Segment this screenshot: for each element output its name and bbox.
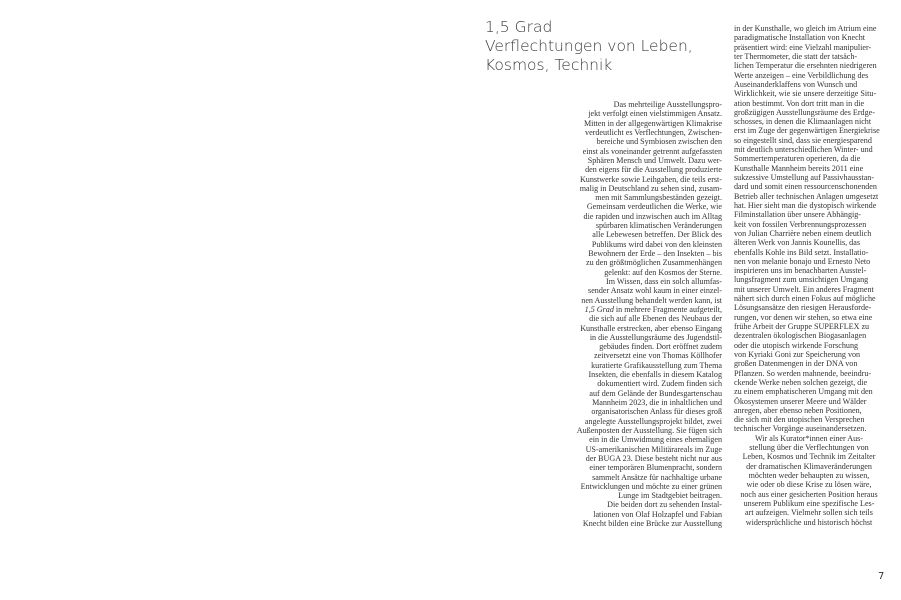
text-line: ckende Werke neben solchen gezeigt, die	[734, 377, 868, 387]
text-line: Mitten in der allgegenwärtigen Klimakrise	[583, 118, 722, 128]
text-line: organisatorischen Anlass für dieses groß	[591, 407, 722, 417]
text-line: lichen Temperatur die ersehnten niedrigeren	[734, 61, 877, 71]
title-line: Kosmos, Technik	[485, 56, 613, 74]
text-line: keit von fossilen Verbrennungsprozessen	[734, 219, 867, 229]
text-line: zu einem emphatischeren Umgang mit den	[734, 387, 873, 397]
page-number: 7	[878, 571, 885, 582]
text-line: in der Kunsthalle, wo gleich im Atrium eine	[734, 24, 877, 33]
text-line: nen Ausstellung behandelt werden kann, ist	[581, 295, 722, 305]
text-line: Lunge im Stadtgebiet beitragen.	[618, 491, 722, 501]
text-line: Knecht bilden eine Brücke zur Ausstellung	[582, 519, 722, 529]
text-line: malig in Deutschland zu sehen sind, zusam-	[579, 183, 722, 193]
text-line: verdeutlicht es Verflechtungen, Zwischen-	[585, 127, 722, 137]
text-line: Kunstwerke sowie Leihgaben, die teils erst-	[579, 174, 722, 184]
text-line: nähert sich durch einen Fokus auf mögliche	[734, 294, 876, 304]
text-line: paradigmatische Installation von Knecht	[734, 33, 866, 43]
text-line: sender Ansatz wohl kaum in einer einzel-	[588, 286, 722, 296]
text-line: Die beiden dort zu sehenden Instal-	[607, 500, 722, 510]
text-line: Im Wissen, dass ein solch allumfas-	[606, 276, 722, 286]
text-line: lungsfragment zum umsichtigen Umgang	[734, 275, 869, 285]
text-line: zu den größtmöglichen Zusammenhängen	[586, 258, 722, 268]
text-line: lationen von Olaf Holzapfel und Fabian	[593, 509, 722, 519]
text-line: der BUGA 23. Diese besteht nicht nur aus	[585, 453, 722, 463]
text-line: ation bestimmt. Von dort tritt man in die	[734, 98, 865, 108]
text-line: auf dem Gelände der Bundesgartenschau	[589, 388, 722, 398]
text-line: dezentralen ökologischen Biogasanlagen	[734, 331, 867, 341]
text-line: Bewohnern der Erde – den Insekten – bis	[588, 249, 722, 258]
text-line: alle Lebewesen betreffen. Der Blick des	[592, 230, 722, 240]
text-line: gebäudes finden. Dort eröffnet zudem	[599, 342, 722, 352]
text-line: jekt verfolgt einen vielstimmigen Ansatz.	[588, 109, 722, 119]
text-line: gelenkt: auf den Kosmos der Sterne.	[604, 267, 722, 277]
text-line: widersprüchliche und historisch höchst	[745, 517, 873, 527]
text-line: Werte anzeigen – eine Verbildlichung des	[734, 70, 869, 80]
text-line: Betrieb aller technischen Anlagen umgesetzt	[734, 191, 879, 201]
text-line: Das mehrteilige Ausstellungspro-	[613, 100, 722, 109]
text-line: hat. Hier sieht man die dystopisch wirkende	[734, 200, 877, 210]
text-line: Kunsthalle erstrecken, aber ebenso Eingang	[580, 323, 722, 333]
text-line: großen Datenmengen in der DNA von	[734, 359, 858, 369]
text-line: einst als voneinander getrennt aufgefassten	[582, 146, 722, 156]
text-line: kuratierte Grafikausstellung zum Thema	[591, 360, 722, 370]
text-line: Gemeinsam verdeutlichen die Werke, wie	[586, 202, 722, 212]
text-line: erst im Zuge der gegenwärtigen Energiekrise	[734, 126, 880, 136]
text-line: inspirieren uns im benachbarten Ausstel-	[734, 266, 867, 276]
text-line: sammelt Ansätze für nachhaltige urbane	[592, 472, 722, 482]
text-line: unserem Publikum eine spezifische Les-	[743, 498, 875, 508]
text-line: zeitversetzt eine von Thomas Köllhofer	[594, 351, 722, 361]
text-line: Lösungsansätze den riesigen Herausforde-	[734, 303, 872, 313]
text-line: dard und somit einen ressourcenschonenden	[734, 182, 877, 192]
text-line: möchten weder behaupten zu wissen,	[748, 471, 870, 480]
text-line: der dramatischen Klimaveränderungen	[746, 461, 872, 471]
text-line: schosses, in denen die Klimaanlagen nicht	[734, 117, 872, 127]
title-line: 1,5 Grad	[485, 18, 553, 36]
text-line: stellung über die Verflechtungen von	[749, 443, 869, 453]
text-line: rungen, vor denen wir stehen, so etwa eine	[734, 312, 873, 322]
text-line: technischer Vorgänge auseinandersetzen.	[734, 424, 867, 434]
text-line: Entwicklungen und möchte zu einer grünen	[580, 481, 722, 491]
text-line: großzügigen Ausstellungsräume des Erdge-	[734, 107, 875, 117]
title-line: Verflechtungen von Leben,	[485, 37, 693, 55]
text-line: anregen, aber ebenso neben Positionen,	[734, 405, 862, 415]
text-line: art aufzeigen. Vielmehr sollen sich teils	[745, 508, 873, 518]
text-line: Insekten, die ebenfalls in diesem Katalog	[588, 370, 722, 380]
text-line: Publikums wird dabei von den kleinsten	[591, 239, 722, 249]
text-line: die rapiden und inzwischen auch im Alltag	[583, 211, 722, 221]
text-line: ein in die Umwidmung eines ehemaligen	[589, 435, 722, 445]
text-line: Leben, Kosmos und Technik im Zeitalter	[742, 452, 876, 462]
text-line: men mit Sammlungsbeständen gezeigt.	[595, 193, 722, 203]
text-line: dokumentiert wird. Zudem finden sich	[597, 379, 722, 389]
text-line: Sommertemperaturen operieren, da die	[734, 154, 861, 164]
text-line: angelegte Ausstellungsprojekt bildet, zwei	[584, 416, 722, 426]
text-line: sukzessive Umstellung auf Passivhausstan-	[734, 173, 875, 182]
text-line: mit unserer Umwelt. Ein anderes Fragment	[734, 284, 874, 294]
text-line: präsentiert wird: eine Vielzahl manipulier-	[734, 42, 872, 52]
text-line: die sich mit den utopischen Versprechen	[734, 415, 865, 425]
text-line: mit deutlich unterschiedlichen Winter- und	[734, 145, 873, 155]
text-line: bereiche und Symbiosen zwischen den	[596, 137, 722, 147]
text-line: oder die utopisch wirkende Forschung	[734, 340, 859, 350]
text-line: ter Thermometer, die statt der tatsäch-	[734, 51, 858, 61]
text-line: die sich auf alle Ebenen des Neubaus der	[589, 314, 722, 324]
text-line: US-amerikanischen Militärareals im Zuge	[585, 444, 722, 454]
text-line: nen von melanie bonajo und Ernesto Neto	[734, 256, 871, 266]
text-line: wie oder ob diese Krise zu lösen wäre,	[746, 480, 872, 490]
text-line: 1,5 Grad in mehrere Fragmente aufgeteilt,	[584, 304, 722, 314]
body-column-right	[734, 24, 884, 527]
text-line: Auseinanderklaffens von Wunsch und	[734, 79, 858, 89]
text-line: in die Ausstellungsräume des Jugendstil-	[589, 332, 722, 342]
text-line: spürbaren klimatischen Veränderungen	[595, 221, 722, 231]
text-line: einer temporären Blumenpracht, sondern	[589, 463, 722, 473]
text-line: von Julian Charrière neben einem deutlich	[734, 228, 872, 238]
text-line: von Kyriaki Goni zur Speicherung von	[734, 349, 861, 359]
text-line: Wirklichkeit, wie sie unsere derzeitige Situ-	[734, 89, 877, 99]
text-line: frühe Arbeit der Gruppe SUPERFLEX zu	[734, 322, 870, 331]
text-line: Pflanzen. So werden mahnende, beeindru-	[734, 368, 872, 378]
text-line: Mannheim 2023, die in inhaltlichen und	[592, 398, 722, 407]
page-title	[485, 18, 725, 75]
body-column-left	[566, 100, 722, 528]
text-line: so eingestellt sind, dass sie energiesparend	[734, 135, 872, 145]
text-line: Kunsthalle Mannheim bereits 2011 eine	[734, 163, 864, 173]
text-line: Außenposten der Ausstellung. Sie fügen sich	[576, 425, 722, 435]
text-line: Ökosystemen unserer Meere und Wälder	[734, 396, 867, 406]
text-line: noch aus einer gesicherten Position heraus	[740, 489, 878, 499]
text-line: ebenfalls Kohle ins Bild setzt. Installatio-	[734, 247, 869, 257]
text-line: Wir als Kurator*innen einer Aus-	[754, 433, 863, 443]
text-line: Filminstallation über unsere Abhängig-	[734, 210, 862, 220]
text-line: den eigens für die Ausstellung produzierte	[585, 165, 722, 175]
text-line: älteren Werk von Jannis Kounellis, das	[734, 238, 860, 248]
text-line: Sphären Mensch und Umwelt. Dazu wer-	[587, 155, 722, 165]
